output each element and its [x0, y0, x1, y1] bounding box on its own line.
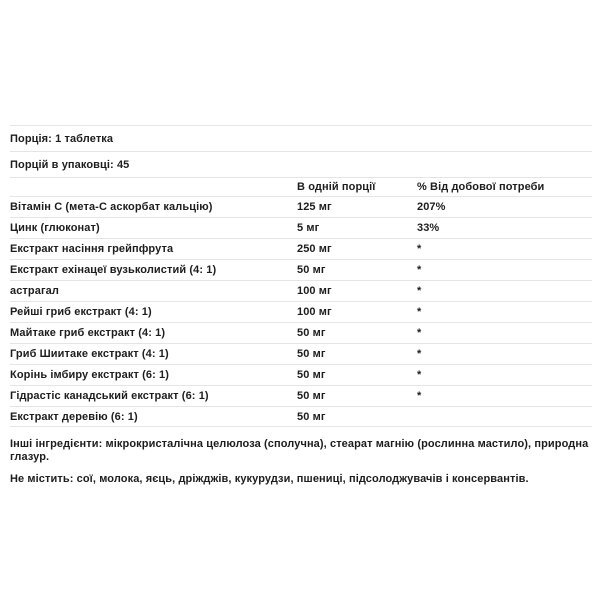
- ingredient-amount: 5 мг: [297, 222, 320, 234]
- table-row: [10, 217, 592, 238]
- ingredient-daily-value: *: [417, 390, 422, 402]
- ingredient-amount: 50 мг: [297, 410, 326, 423]
- table-row: [10, 280, 592, 301]
- servings-per-container-row: [10, 151, 592, 177]
- ingredient-amount: 125 мг: [297, 201, 332, 213]
- serving-size-row: [10, 125, 592, 151]
- ingredient-name: Цинк (глюконат): [10, 222, 100, 234]
- table-row: [10, 364, 592, 385]
- ingredient-daily-value: 207%: [417, 201, 446, 213]
- supplement-facts-panel: [10, 125, 592, 486]
- ingredient-name: Корінь імбиру екстракт (6: 1): [10, 369, 169, 381]
- ingredient-name: Гриб Шиитаке екстракт (4: 1): [10, 348, 169, 360]
- ingredient-name: Екстракт ехінацеї вузьколистий (4: 1): [10, 264, 217, 276]
- ingredient-amount: 50 мг: [297, 390, 326, 402]
- ingredient-name: Гідрастіс канадський екстракт (6: 1): [10, 390, 209, 402]
- table-row: [10, 301, 592, 322]
- table-row: [10, 385, 592, 406]
- ingredient-name: Екстракт насіння грейпфрута: [10, 243, 174, 255]
- table-header-row: [10, 177, 592, 196]
- ingredient-daily-value: *: [417, 264, 422, 276]
- ingredient-amount: 250 мг: [297, 243, 332, 255]
- ingredient-amount: 50 мг: [297, 327, 326, 339]
- table-row: [10, 343, 592, 364]
- ingredient-daily-value: *: [417, 369, 422, 381]
- ingredient-daily-value: *: [417, 306, 422, 318]
- table-row: [10, 322, 592, 343]
- servings-per-container-label: Порцій в упаковці: 45: [10, 158, 130, 171]
- ingredient-amount: 50 мг: [297, 264, 326, 276]
- column-header-daily-value: % Від добової потреби: [417, 181, 545, 193]
- ingredient-name: астрагал: [10, 285, 59, 297]
- ingredient-daily-value: *: [417, 243, 422, 255]
- column-header-amount: В одній порції: [297, 181, 376, 193]
- ingredient-daily-value: 33%: [417, 222, 440, 234]
- ingredient-name: Рейші гриб екстракт (4: 1): [10, 306, 152, 318]
- table-row: [10, 238, 592, 259]
- ingredient-name: Вітамін C (мета-C аскорбат кальцію): [10, 201, 213, 213]
- table-row: [10, 196, 592, 217]
- does-not-contain-note: Не містить: сої, молока, яєць, дріжджів, кукурудзи, пшениці, підсолоджувачів і консервантів.: [10, 473, 529, 485]
- ingredient-name: Екстракт деревію (6: 1): [10, 410, 138, 423]
- ingredient-daily-value: *: [417, 327, 422, 339]
- ingredient-amount: 50 мг: [297, 369, 326, 381]
- ingredient-daily-value: *: [417, 285, 422, 297]
- ingredient-daily-value: *: [417, 348, 422, 360]
- other-ingredients-note: Інші інгредієнти: мікрокристалічна целюлоза (сполучна), стеарат магнію (рослинна мастило), природна глазур.: [10, 438, 589, 463]
- ingredient-amount: 100 мг: [297, 285, 332, 297]
- ingredient-amount: 100 мг: [297, 306, 332, 318]
- table-row: [10, 406, 592, 427]
- ingredient-amount: 50 мг: [297, 348, 326, 360]
- ingredient-name: Майтаке гриб екстракт (4: 1): [10, 327, 166, 339]
- table-row: [10, 259, 592, 280]
- serving-size-label: Порція: 1 таблетка: [10, 132, 114, 145]
